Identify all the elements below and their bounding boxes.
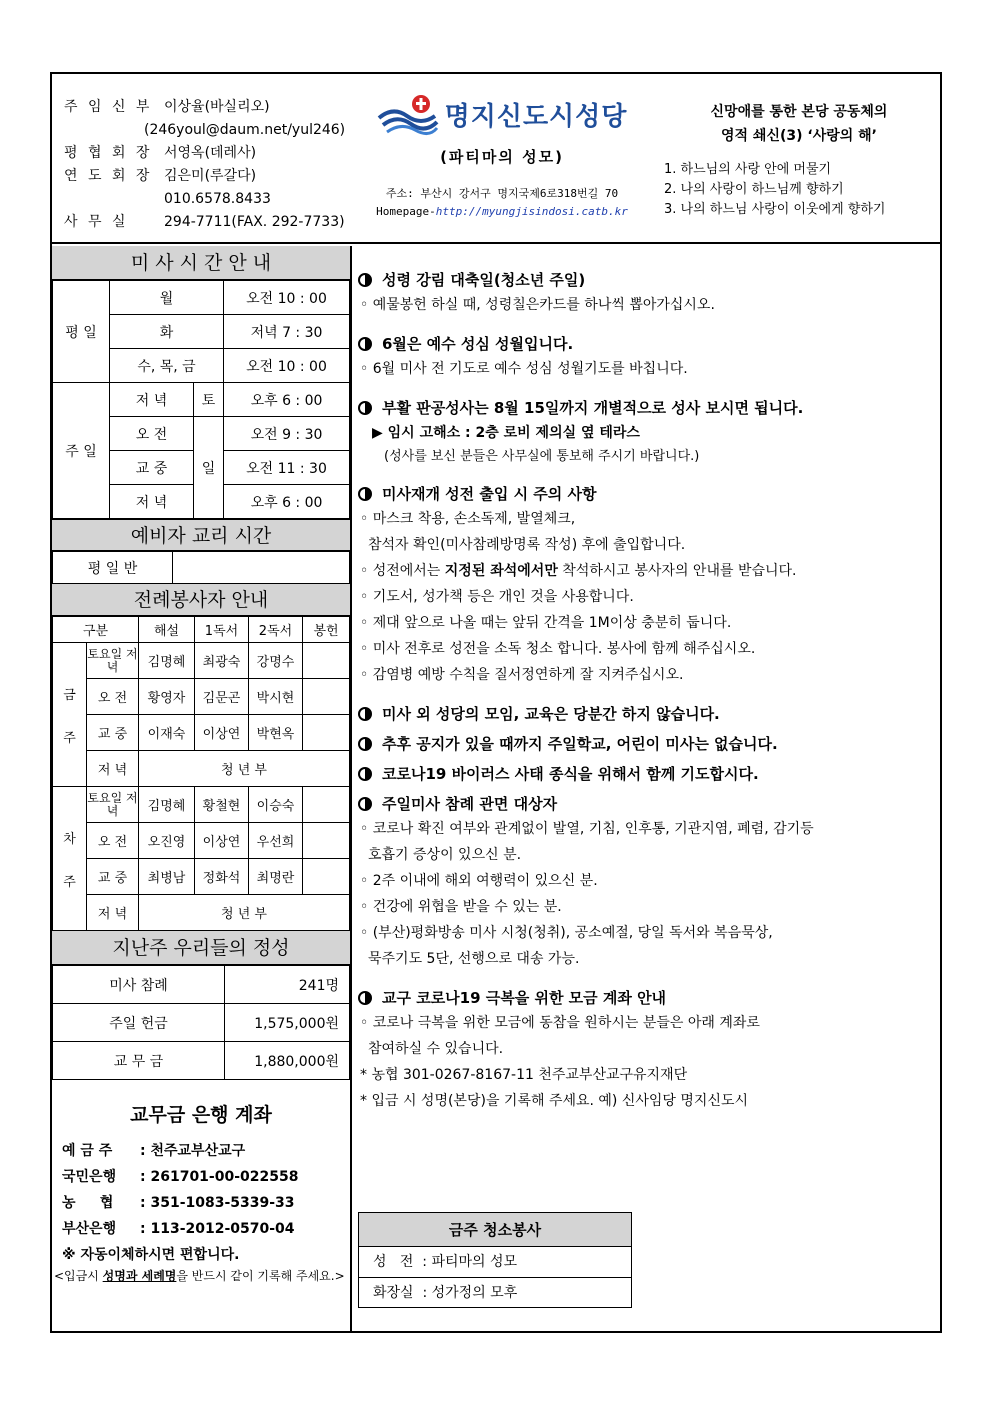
table-row: 오 전 오진영 이상연 우선희 [53, 823, 350, 859]
mass-times-title: 미 사 시 간 안 내 [52, 246, 350, 280]
table-row: 교 중 이재숙 이상연 박현옥 [53, 715, 350, 751]
notice-heading: 6월은 예수 성심 성월입니다. [358, 332, 940, 356]
sunday-label: 주 일 [53, 383, 110, 519]
notice-heading: 코로나19 바이러스 사태 종식을 위해서 함께 기도합시다. [358, 762, 940, 786]
table-row: 교 중 오전 11 : 30 [53, 451, 350, 485]
offerings-title: 지난주 우리들의 정성 [52, 931, 350, 965]
notice-line: 참여하실 수 있습니다. [368, 1041, 504, 1057]
left-column [52, 246, 352, 1333]
notice-line: ◦ 마스크 착용, 손소독제, 발열체크, [360, 511, 576, 527]
theme-goals [664, 160, 934, 220]
offerings-table [52, 965, 350, 1080]
church-emblem-icon [377, 92, 439, 136]
weekday-label: 평 일 [53, 281, 110, 383]
notice-line: ◦ 2주 이내에 해외 여행력이 있으신 분. [360, 873, 598, 889]
notice-line: ◦ 예물봉헌 하실 때, 성령칠은카드를 하나씩 뽑아가십시오. [360, 297, 715, 313]
notice-line: ◦ 미사 전후로 성전을 소독 청소 합니다. 봉사에 함께 해주십시오. [360, 641, 756, 657]
pastoral-theme [664, 100, 934, 220]
bank-footnote: <입금시 성명과 세례명을 반드시 같이 기록해 주세요.> [54, 1269, 345, 1283]
church-patron: (파티마의 성모) [440, 148, 564, 166]
servers-table [52, 616, 350, 931]
church-name: 명지신도시성당 [444, 101, 628, 132]
goal-item: 3. 나의 하느님 사랑이 이웃에게 향하기 [664, 202, 886, 217]
staff-row: 평 협 회 장 서영옥(데레사) [64, 145, 257, 161]
table-row: 평 일 반 [53, 552, 350, 584]
church-logo [357, 92, 647, 136]
notice-line: 호흡기 증상이 있으신 분. [368, 847, 522, 863]
goal-item: 2. 나의 사랑이 하느님께 향하기 [664, 182, 844, 197]
table-row: 오 전 황영자 김문곤 박시현 [53, 679, 350, 715]
bank-accounts [52, 1080, 350, 1284]
notice-line: 참석자 확인(미사참례방명록 작성) 후에 출입합니다. [368, 537, 686, 553]
bank-title: 교무금 은행 계좌 [130, 1104, 272, 1126]
notice-line: ◦ 코로나 확진 여부와 관계없이 발열, 기침, 인후통, 기관지염, 폐렴, 감기등 [360, 821, 814, 837]
staff-row: 주 임 신 부 이상율(바실리오) [64, 99, 270, 115]
table-row: 금 주 토요일 저 녁 김명혜 최광숙 강명수 [53, 643, 350, 679]
catechumen-table [52, 551, 350, 584]
notice-heading: 미사 외 성당의 모임, 교육은 당분간 하지 않습니다. [358, 702, 940, 726]
bulletin-header [52, 74, 940, 244]
mass-times-table [52, 280, 350, 519]
table-row: 화 저녁 7 : 30 [53, 315, 350, 349]
bank-row: 부산은행 : 113-2012-0570-04 [62, 1221, 295, 1237]
notice-line: ◦ 코로나 극복을 위한 모금에 동참을 원하시는 분들은 아래 계좌로 [360, 1015, 760, 1031]
staff-list [64, 96, 345, 234]
half-circle-icon [358, 401, 372, 415]
notice-heading: 미사재개 성전 출입 시 주의 사항 [358, 482, 940, 506]
table-row: 평 일 월 오전 10 : 00 [53, 281, 350, 315]
staff-row: 010.6578.8433 [164, 191, 271, 207]
next-week-label: 차 주 [53, 787, 87, 931]
staff-row: (246youl@daum.net/yul246) [144, 122, 346, 138]
notice-line: * 입금 시 성명(본당)을 기록해 주세요. 예) 신사임당 명지신도시 [360, 1093, 749, 1109]
cleaning-box [358, 1212, 632, 1308]
table-row: 주일 헌금 1,575,000원 [53, 1004, 350, 1042]
table-row: 저 녁 청 년 부 [53, 895, 350, 931]
church-address: 주소: 부산시 강서구 명지국제6로318번길 70 [385, 187, 619, 200]
notice-heading: 성령 강림 대축일(청소년 주일) [358, 268, 940, 292]
half-circle-icon [358, 707, 372, 721]
bulletin-frame [50, 72, 942, 1333]
servers-title: 전례봉사자 안내 [52, 584, 350, 616]
table-row: 주 일 저 녁 토 오후 6 : 00 [53, 383, 350, 417]
notice-subnote: (성사를 보신 분들은 사무실에 통보해 주시기 바랍니다.) [384, 449, 700, 464]
bank-row: 농 협 : 351-1083-5339-33 [62, 1195, 295, 1211]
half-circle-icon [358, 487, 372, 501]
half-circle-icon [358, 273, 372, 287]
theme-line-2: 영적 쇄신(3) ‘사랑의 해’ [721, 128, 877, 144]
table-row: 오 전 일 오전 9 : 30 [53, 417, 350, 451]
staff-row: 연 도 회 장 김은미(루갈다) [64, 168, 257, 184]
notices [354, 246, 940, 1114]
cleaning-row: 화장실 : 성가정의 모후 [359, 1277, 631, 1307]
table-row: 미사 참례 241명 [53, 966, 350, 1004]
notice-heading: 교구 코로나19 극복을 위한 모금 계좌 안내 [358, 986, 940, 1010]
notice-heading: 추후 공지가 있을 때까지 주일학교, 어린이 미사는 없습니다. [358, 732, 940, 756]
notice-heading: 주일미사 참례 관면 대상자 [358, 792, 940, 816]
table-row: 저 녁 오후 6 : 00 [53, 485, 350, 519]
half-circle-icon [358, 767, 372, 781]
table-row: 수, 목, 금 오전 10 : 00 [53, 349, 350, 383]
notice-line: ◦ 6월 미사 전 기도로 예수 성심 성월기도를 바칩니다. [360, 361, 688, 377]
cleaning-row: 성 전 : 파티마의 성모 [373, 1254, 518, 1270]
staff-row: 사 무 실 294-7711(FAX. 292-7733) [64, 214, 345, 230]
goal-item: 1. 하느님의 사랑 안에 머물기 [664, 162, 832, 177]
half-circle-icon [358, 737, 372, 751]
table-row: 교 무 금 1,880,000원 [53, 1042, 350, 1080]
bank-row: 예 금 주 : 천주교부산교구 [62, 1143, 246, 1159]
half-circle-icon [358, 797, 372, 811]
right-column [354, 246, 940, 1333]
notice-line: ◦ 기도서, 성가책 등은 개인 것을 사용합니다. [360, 589, 634, 605]
this-week-label: 금 주 [53, 643, 87, 787]
bank-note: ※ 자동이체하시면 편합니다. [62, 1247, 240, 1263]
half-circle-icon [358, 337, 372, 351]
notice-subline: ▶ 임시 고해소 : 2층 로비 제의실 옆 테라스 [372, 425, 640, 441]
notice-line: ◦ 건강에 위협을 받을 수 있는 분. [360, 899, 562, 915]
notice-line: ◦ 감염병 예방 수칙을 질서정연하게 잘 지켜주십시오. [360, 667, 684, 683]
catechumen-title: 예비자 교리 시간 [52, 519, 350, 551]
table-row: 교 중 최병남 정화석 최명란 [53, 859, 350, 895]
table-header-row: 구분 해설 1독서 2독서 봉헌 [53, 617, 350, 643]
church-identity [357, 92, 647, 221]
cleaning-title: 금주 청소봉사 [359, 1213, 631, 1247]
bank-row: 국민은행 : 261701-00-022558 [62, 1169, 299, 1185]
homepage-link[interactable]: http://myungjisindosi.catb.kr [435, 205, 628, 218]
notice-line: ◦ (부산)평화방송 미사 시청(청취), 공소예절, 당일 독서와 복음묵상, [360, 925, 773, 941]
notice-line: 묵주기도 5단, 선행으로 대송 가능. [368, 951, 580, 967]
church-contact [357, 185, 647, 221]
notice-heading: 부활 판공성사는 8월 15일까지 개별적으로 성사 보시면 됩니다. [358, 396, 940, 420]
notice-line: ◦ 제대 앞으로 나올 때는 앞뒤 간격을 1M이상 충분히 둡니다. [360, 615, 732, 631]
notice-line: ◦ 성전에서는 지정된 좌석에서만 착석하시고 봉사자의 안내를 받습니다. [360, 563, 797, 579]
homepage-line: Homepage-http://myungjisindosi.catb.kr [376, 205, 628, 218]
table-row: 차 주 토요일 저 녁 김명혜 황철현 이승숙 [53, 787, 350, 823]
half-circle-icon [358, 991, 372, 1005]
theme-line-1: 신망애를 통한 본당 공동체의 [710, 104, 888, 120]
notice-line: * 농협 301-0267-8167-11 천주교부산교구유지재단 [360, 1067, 688, 1083]
table-row: 저 녁 청 년 부 [53, 751, 350, 787]
